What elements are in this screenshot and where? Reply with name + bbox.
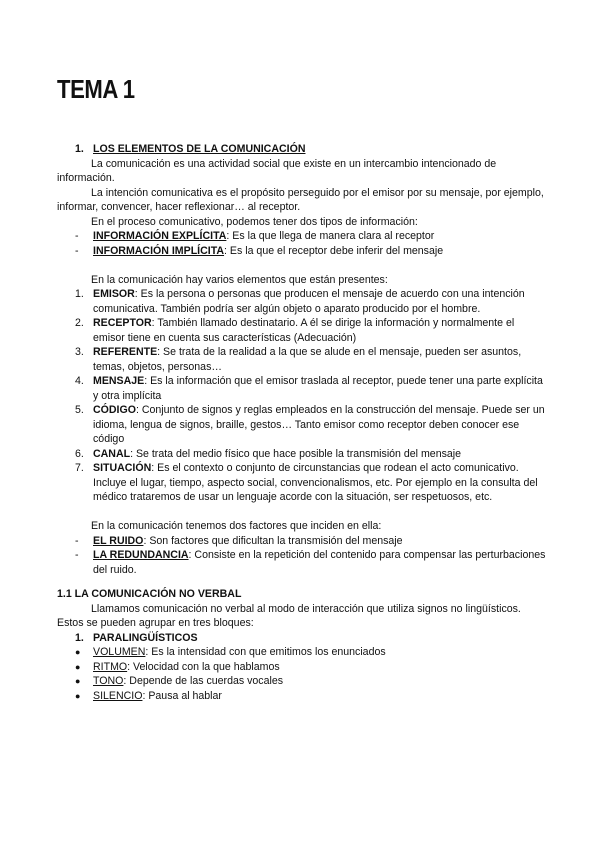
definition: : También llamado destinatario. A él se dirige la información y normalmente el emisor tiene en cuenta sus características (Adecuación) [93,317,515,344]
definition: : Se trata de la realidad a la que se alude en el mensaje, pueden ser asuntos, temas, objetos, personas… [93,346,522,373]
sub-heading-label: PARALINGÜÍSTICOS [93,631,198,644]
term: LA REDUNDANCIA [93,549,189,561]
paragraph-intro-3: En el proceso comunicativo, podemos tener dos tipos de información: [91,215,418,228]
item-number: 7. [75,462,84,474]
section-heading [57,142,547,157]
list-item [57,229,547,244]
dash-marker: - [75,230,79,242]
term: EL RUIDO [93,534,144,547]
list-item [57,316,547,345]
term: RECEPTOR [93,317,152,329]
list-item [57,244,547,259]
item-number: 5. [75,404,84,416]
term: TONO [93,675,124,687]
term: REFERENTE [93,346,158,358]
definition: : Se trata del medio físico que hace posible la transmisión del mensaje [130,447,462,460]
paragraph-elements-intro: En la comunicación hay varios elementos que están presentes: [91,273,388,286]
term: INFORMACIÓN IMPLÍCITA [93,244,225,257]
term: MENSAJE [93,375,145,387]
definition: : Conjunto de signos y reglas empleados en la construcción del mensaje. Puede ser un idioma, lengua de signos, braille, gestos… Tanto emisor como receptor deben conocer ese código [93,404,545,445]
list-item [57,374,547,403]
dash-marker: - [75,549,79,561]
sub-heading [57,631,547,646]
term: SITUACIÓN [93,462,152,474]
term: CANAL [93,447,131,460]
paragraph-intro-2: La intención comunicativa es el propósito perseguido por el emisor por su mensaje, por ejemplo, informar, convencer, hacer reflexionar… al receptor. [57,186,544,213]
list-item [57,345,547,374]
section-number: 1. [75,143,84,155]
definition: : Consiste en la repetición del contenido para compensar las perturbaciones del ruido. [93,549,546,576]
term: INFORMACIÓN EXPLÍCITA [93,230,227,242]
definition: : Velocidad con la que hablamos [127,660,280,673]
list-item [57,534,547,549]
section-title: LOS ELEMENTOS DE LA COMUNICACIÓN [93,143,306,155]
bullet-icon: ● [75,690,81,701]
list-item [57,674,547,689]
list-item [57,403,547,447]
list-item [57,548,547,577]
definition: : Depende de las cuerdas vocales [123,675,284,687]
dash-marker: - [75,534,79,547]
definition: : Pausa al hablar [142,689,222,702]
paragraph-factors-intro: En la comunicación tenemos dos factores que inciden en ella: [91,520,382,532]
dash-marker: - [75,244,79,257]
definition: : Es la que el receptor debe inferir del mensaje [224,244,444,257]
list-item [57,461,547,505]
subsection-title: 1.1 LA COMUNICACIÓN NO VERBAL [57,588,242,600]
list-item [57,287,547,316]
list-item [57,447,547,462]
term: SILENCIO [93,689,143,702]
item-number: 6. [75,447,84,460]
item-number: 2. [75,317,84,329]
bullet-icon: ● [75,661,81,672]
page-title: TEMA 1 [57,74,135,104]
paragraph-intro-1: La comunicación es una actividad social que existe en un intercambio intencionado de información. [57,157,497,184]
term: VOLUMEN [93,646,146,658]
term: RITMO [93,660,128,673]
bullet-icon: ● [75,676,81,686]
definition: : Son factores que dificultan la transmisión del mensaje [143,534,403,547]
item-number: 3. [75,346,84,358]
definition: : Es la persona o personas que producen el mensaje de acuerdo con una intención comunicativa. También podría ser algún objeto o aparato producido por el hombre. [93,288,525,315]
definition: : Es la información que el emisor traslada al receptor, puede tener una parte explícita y otra implícita [93,375,543,402]
item-number: 1. [75,631,84,644]
definition: : Es el contexto o conjunto de circunstancias que rodean el acto comunicativo. Incluye el lugar, tiempo, aspecto social, convencionalismos, etc. Por ejemplo en la consulta del médico trataremos de usar un lenguaje acorde con la situación, ser respetuosos, etc. [93,462,538,503]
list-item [57,660,547,675]
item-number: 1. [75,288,84,300]
term: EMISOR [93,288,135,300]
list-item [57,689,547,704]
definition: : Es la intensidad con que emitimos los enunciados [145,646,386,658]
term: CÓDIGO [93,404,136,416]
bullet-icon: ● [75,647,81,657]
item-number: 4. [75,375,84,387]
document-body [57,142,547,703]
definition: : Es la que llega de manera clara al receptor [226,230,435,242]
paragraph-nonverbal-intro: Llamamos comunicación no verbal al modo de interacción que utiliza signos no lingüísticos. Estos se pueden agrupar en tres bloques: [57,602,521,629]
list-item [57,645,547,660]
